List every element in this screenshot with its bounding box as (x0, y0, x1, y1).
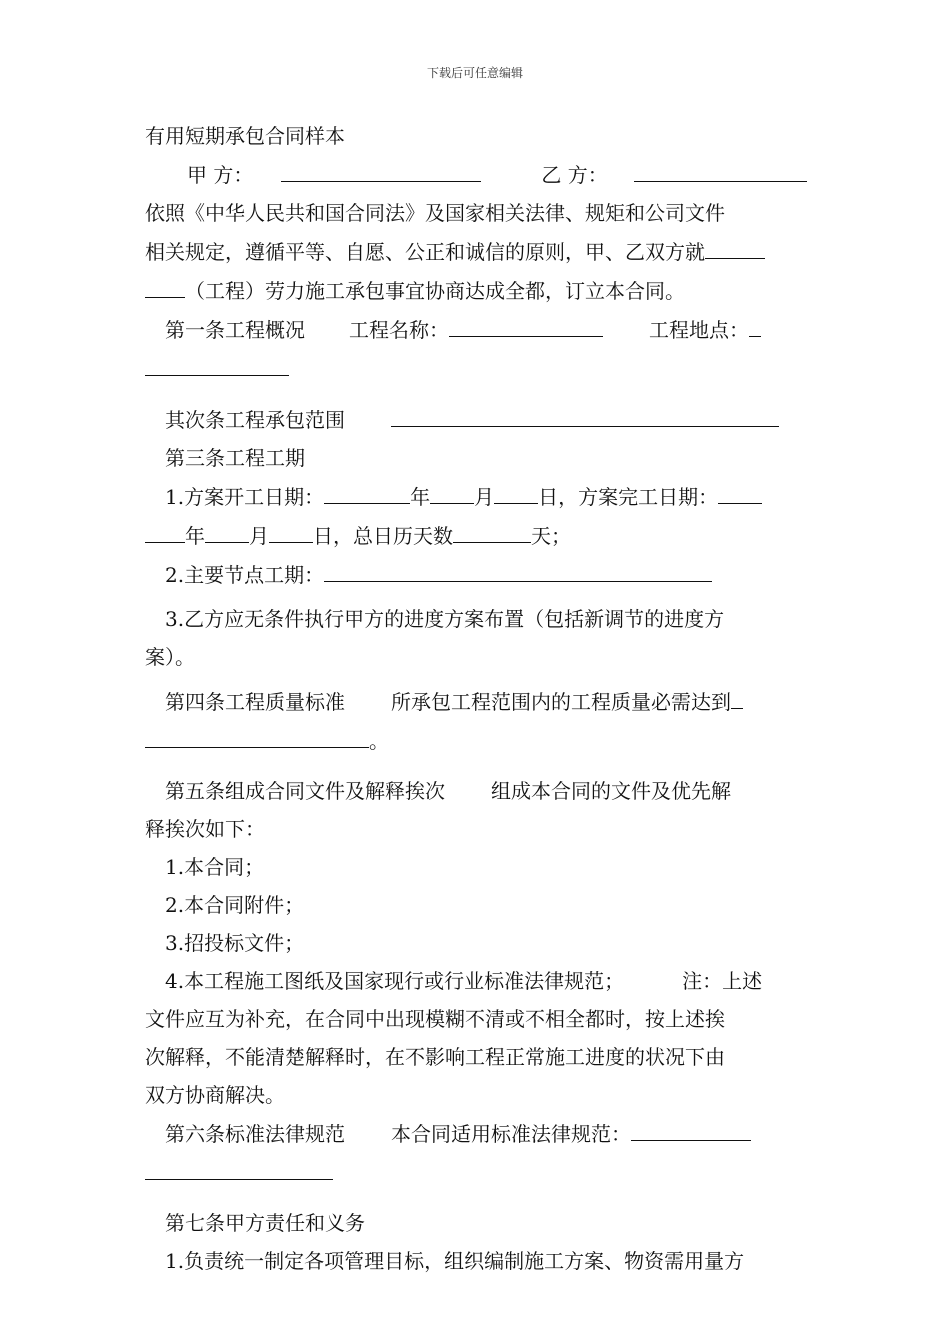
note-label: 注：上述 (682, 969, 763, 993)
party-b-label: 乙 方： (541, 163, 608, 187)
month-label: 月 (249, 524, 269, 548)
project-location-blank-b (145, 349, 289, 376)
article-7-title: 第七条甲方责任和义务 (165, 1211, 365, 1235)
article-5-item-1: 1.本合同； (165, 855, 265, 879)
article-3-item-3-continued: 案）。 (145, 645, 195, 669)
party-a-label: 甲 方： (187, 163, 254, 187)
planned-start-label: 1.方案开工日期： (165, 485, 325, 509)
year-label: 年 (185, 524, 205, 548)
standards-blank-a (631, 1114, 751, 1141)
finish-year-blank-b (145, 516, 185, 543)
preamble-line-2 (145, 232, 807, 271)
article-5-line (145, 772, 807, 810)
article-6-continued (145, 1153, 807, 1192)
total-days-label: 日，总日历天数 (313, 524, 453, 548)
party-a-blank (281, 155, 481, 182)
planned-finish-label: 方案完工日期： (578, 485, 719, 509)
preamble-blank-a (705, 232, 765, 259)
milestone-label: 2.主要节点工期： (165, 563, 325, 587)
start-day-blank (494, 477, 538, 504)
year-label: 年 (410, 485, 431, 509)
article-5-item-2: 2.本合同附件； (165, 893, 305, 917)
contract-document (145, 117, 807, 1280)
article-5-continued: 释挨次如下： (145, 817, 265, 841)
article-2-line (145, 400, 807, 439)
preamble-text-3: （工程）劳力施工承包事宜协商达成全都，订立本合同。 (185, 279, 685, 303)
article-5-item-4 (145, 962, 807, 1000)
article-3-item-2 (145, 555, 807, 594)
project-name-blank (449, 310, 603, 337)
finish-month-blank (205, 516, 249, 543)
article-3-item-1 (145, 477, 807, 516)
article-4-title: 第四条工程质量标准 (165, 690, 345, 714)
period-mark: 。 (369, 729, 389, 753)
article-3-item-1-continued (145, 516, 807, 555)
article-6-text: 本合同适用标准法律规范： (391, 1122, 631, 1146)
standards-blank-b (145, 1153, 333, 1180)
party-b-blank (634, 155, 807, 182)
article-1-continued (145, 349, 807, 388)
month-label: 月 (474, 485, 495, 509)
article-2-title: 其次条工程承包范围 (165, 408, 345, 432)
preamble-blank-b (145, 271, 185, 298)
start-year-blank (324, 477, 410, 504)
article-6-line (145, 1114, 807, 1153)
project-location-blank-a (749, 310, 761, 337)
parties-line (145, 155, 807, 194)
article-3-title: 第三条工程工期 (165, 446, 305, 470)
quality-blank-a (731, 682, 743, 709)
preamble-line-1: 依照《中华人民共和国合同法》及国家相关法律、规矩和公司文件 (145, 201, 725, 225)
preamble-line-3 (145, 271, 807, 310)
article-6-title: 第六条标准法律规范 (165, 1122, 345, 1146)
scope-blank (391, 400, 779, 427)
preamble-text-2: 相关规定，遵循平等、自愿、公正和诚信的原则，甲、乙双方就 (145, 240, 705, 264)
article-3-item-3: 3.乙方应无条件执行甲方的进度方案布置（包括新调节的进度方 (165, 607, 725, 631)
article-5-title: 第五条组成合同文件及解释挨次 (165, 779, 445, 803)
article-1-line (145, 310, 807, 349)
project-name-label: 工程名称： (349, 318, 449, 342)
start-month-blank (430, 477, 474, 504)
note-line-2: 次解释，不能清楚解释时，在不影响工程正常施工进度的状况下由 (145, 1045, 725, 1069)
article-7-item-1: 1.负责统一制定各项管理目标，组织编制施工方案、物资需用量方 (165, 1249, 745, 1273)
total-days-blank (453, 516, 531, 543)
article-5-item-4-text: 4.本工程施工图纸及国家现行或行业标准法律规范； (165, 969, 625, 993)
article-1-title: 第一条工程概况 (165, 318, 305, 342)
finish-day-blank (269, 516, 313, 543)
finish-year-blank-a (718, 477, 762, 504)
quality-blank-b (145, 721, 369, 748)
quality-text: 所承包工程范围内的工程质量必需达到 (391, 690, 731, 714)
document-title: 有用短期承包合同样本 (145, 124, 345, 148)
article-5-item-3: 3.招投标文件； (165, 931, 305, 955)
day-label: 日， (538, 485, 579, 509)
note-line-3: 双方协商解决。 (145, 1083, 285, 1107)
note-line-1: 文件应互为补充，在合同中出现模糊不清或不相全都时，按上述挨 (145, 1007, 725, 1031)
milestone-blank (324, 555, 712, 582)
article-5-text: 组成本合同的文件及优先解 (491, 779, 731, 803)
page-header-note: 下载后可任意编辑 (426, 66, 523, 80)
article-4-line (145, 682, 807, 721)
article-4-continued (145, 721, 807, 760)
project-location-label: 工程地点： (649, 318, 749, 342)
days-label: 天； (531, 524, 571, 548)
